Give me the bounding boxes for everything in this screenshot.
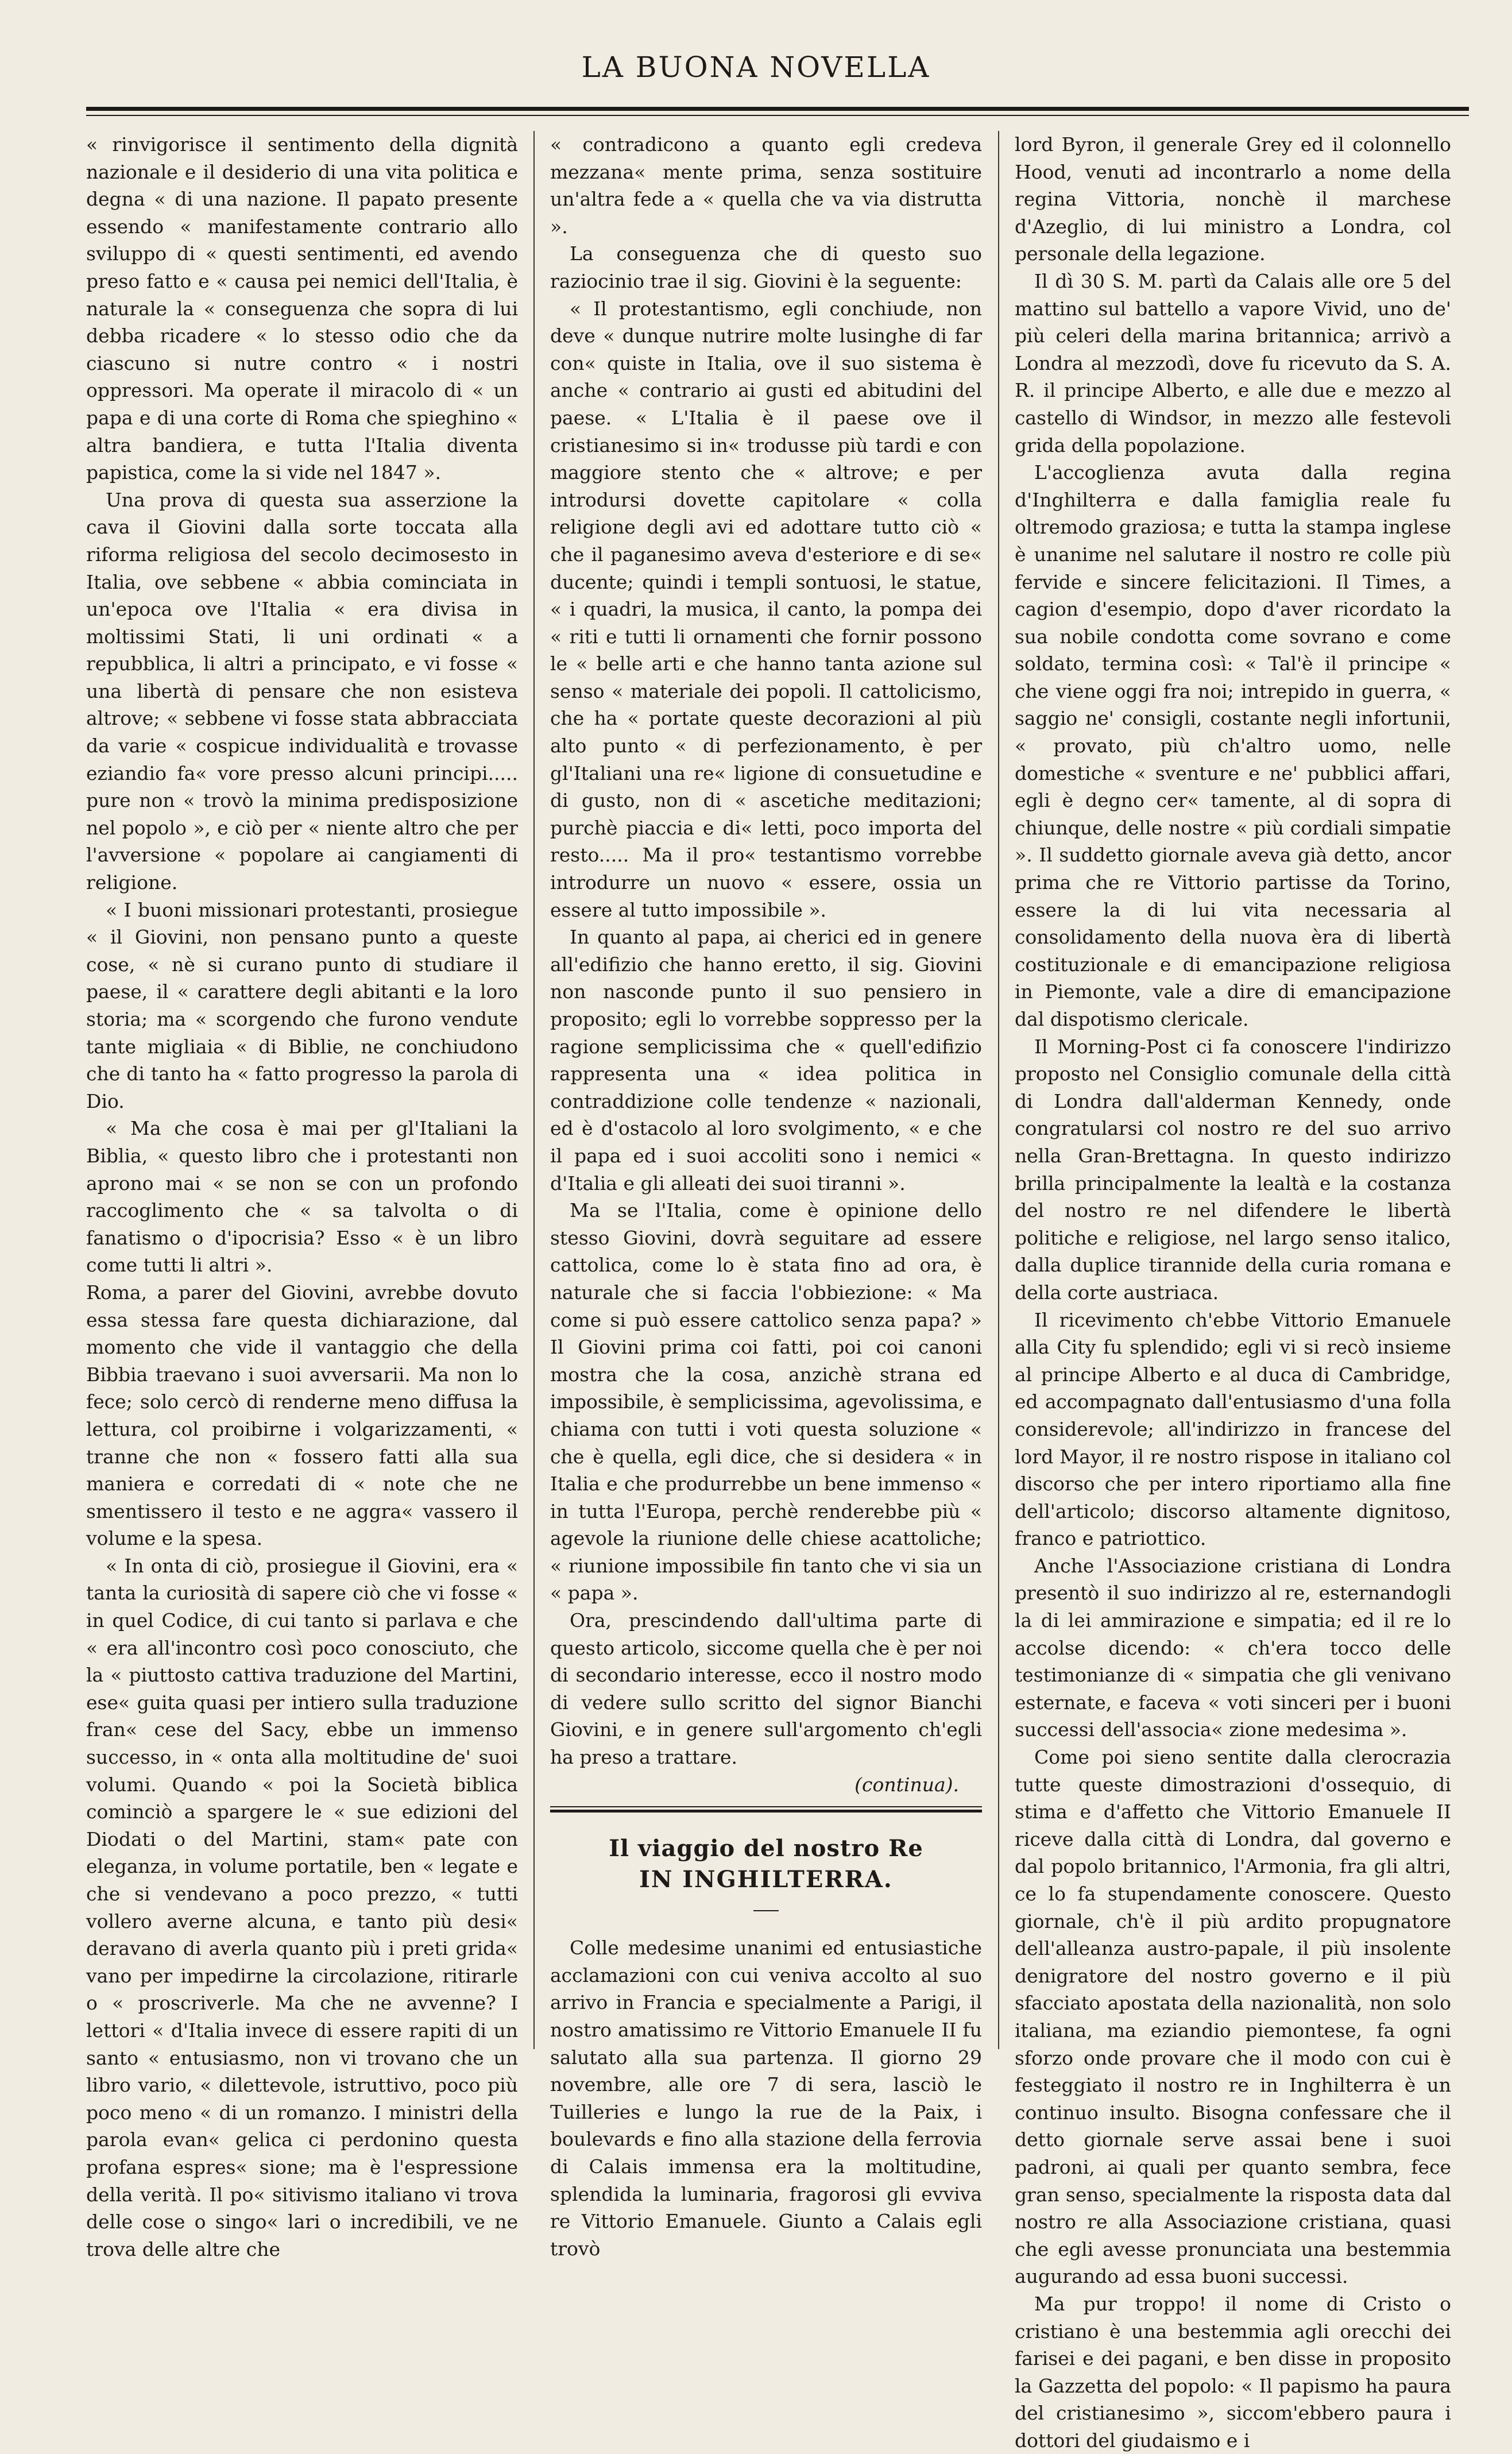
paragraph: Ma pur troppo! il nome di Cristo o cristiano è una bestemmia agli orecchi dei farisei e dei pagani, e ben disse in proposito la Gazzetta del popolo: « Il papismo ha paura del cristianesimo », siccom'ebbero paura i dottori del giudaismo e i bbox=[1015, 2292, 1451, 2452]
paragraph: Il dì 30 S. M. partì da Calais alle ore 5 del mattino sul battello a vapore Vivid, uno de' più celeri della marina britannica; arrivò a Londra al mezzodì, dove fu ricevuto da S. A. R. il principe Alberto, e alle due e mezzo al castello di Windsor, in mezzo alle festevoli grida della popolazione. bbox=[1015, 269, 1451, 457]
column-1 bbox=[86, 131, 518, 2260]
continua-mark: (continua). bbox=[854, 1773, 959, 1796]
paragraph: « In onta di ciò, prosiegue il Giovini, era « tanta la curiosità di sapere ciò che vi fosse « in quel Codice, di cui tanto si parlava e che « era all'incontro così poco conosciuto, che la « piuttosto cattiva traduzione del Martini, ese« guita quasi per intiero sulla traduzione fran« cese del Sacy, ebbe un immenso successo, in « onta alla moltitudine de' suoi volumi. Quando « poi la Società biblica cominciò a spargere le « sue edizioni del Diodati o del Martini, stam« pate con eleganza, in volume portatile, ben « legate e che si vendevano a poco prezzo, « tutti vollero averne alcuna, e tanto più desi« deravano di averla quanto più i preti grida« vano per impedirne la circolazione, ritirarle o « proscriverle. Ma che ne avvenne? I lettori « d'Italia invece di essere rapiti di un santo « entusiasmo, non vi trovano che un libro vario, « dilettevole, istruttivo, poco più poco meno « di un romanzo. I ministri della parola evan« gelica ci perdonino questa profana espres« sione; ma è l'espressione della verità. Il po« sitivismo italiano vi trova delle cose o singo« lari o incredibili, ve ne trova delle altre che bbox=[86, 1554, 518, 2260]
article-title: Il viaggio del nostro Re bbox=[609, 1835, 923, 1862]
masthead: LA BUONA NOVELLA bbox=[581, 51, 931, 84]
article-separator-thin bbox=[550, 1806, 982, 1807]
paragraph: « rinvigorisce il sentimento della dignità nazionale e il desiderio di una vita politica e degna « di una nazione. Il papato presente essendo « manifestamente contrario allo sviluppo di « questi sentimenti, ed avendo preso fatto e « causa pei nemici dell'Italia, è naturale la « conseguenza che sopra di lui debba ricadere « lo stesso odio che da ciascuno si nutre contro « i nostri oppressori. Ma operate il miracolo di « un papa e di una corte di Roma che spieghino « altra bandiera, e tutta l'Italia diventa papistica, come la si vide nel 1847 ». bbox=[86, 133, 518, 484]
paragraph: Una prova di questa sua asserzione la cava il Giovini dalla sorte toccata alla riforma religiosa del secolo decimosesto in Italia, ove sebbene « abbia cominciata in un'epoca ove l'Italia « era divisa in moltissimi Stati, li uni ordinati « a repubblica, li altri a principato, e vi fosse « una libertà di pensare che non esisteva altrove; « sebbene vi fosse stata abbracciata da varie « cospicue individualità e trovasse eziandio fa« vore presso alcuni principi..... pure non « trovò la minima predisposizione nel popolo », e ciò per « niente altro che per l'avversione « popolare ai cangiamenti di religione. bbox=[86, 488, 518, 894]
column-2 bbox=[550, 131, 982, 2260]
paragraph: lord Byron, il generale Grey ed il colonnello Hood, venuti ad incontrarlo a nome della regina Vittoria, nonchè il marchese d'Azeglio, di lui ministro a Londra, col personale della legazione. bbox=[1015, 133, 1451, 265]
paragraph: « Il protestantismo, egli conchiude, non deve « dunque nutrire molte lusinghe di far con« quiste in Italia, ove il suo sistema è anche « contrario ai gusti ed abitudini del paese. « L'Italia è il paese ove il cristianesimo si in« trodusse più tardi e con maggiore stento che « altrove; e per introdursi dovette capitolare « colla religione degli avi ed adottare tutto ciò « che il paganesimo aveva d'esteriore e di se« ducente; quindi i templi sontuosi, le statue, « i quadri, la musica, il canto, la pompa dei « riti e tutti li ornamenti che fornir possono le « belle arti e che hanno tanta azione sul senso « materiale dei popoli. Il cattolicismo, che ha « portate queste decorazioni al più alto punto « di perfezionamento, è per gl'Italiani una re« ligione di consuetudine e di gusto, non di « ascetiche meditazioni; purchè piaccia e di« letti, poco importa del resto..... Ma il pro« testantismo vorrebbe introdurre un nuovo « essere, ossia un essere al tutto impossibile ». bbox=[550, 297, 982, 921]
title-dash bbox=[753, 1910, 779, 1911]
paragraph: Roma, a parer del Giovini, avrebbe dovuto essa stessa fare questa dichiarazione, dal momento che vide il vantaggio che della Bibbia traevano i suoi avversarii. Ma non lo fece; solo cercò di renderne meno diffusa la lettura, col proibirne i volgarizzamenti, « tranne che non « fossero fatti alla sua maniera e corredati di « note che ne smentissero il testo e ne aggra« vassero il volume e la spesa. bbox=[86, 1281, 518, 1550]
paragraph: Come poi sieno sentite dalla clerocrazia tutte queste dimostrazioni d'ossequio, di stima e d'affetto che Vittorio Emanuele II riceve dalla città di Londra, dal governo e dal popolo britannico, l'Armonia, fra gli altri, ce lo fa stupendamente conoscere. Questo giornale, ch'è il più ardito propugnatore dell'alleanza austro-papale, il più insolente denigratore del nostro governo e il più sfacciato apostata della nazionalità, non solo italiana, ma eziandio piemontese, fa ogni sforzo onde provare che il modo con cui è festeggiato il nostro re in Inghilterra è un continuo insulto. Bisogna confessare che il detto giornale serve assai bene i suoi padroni, ai quali per quanto sembra, fece gran senso, specialmente la risposta data dal nostro re alla Associazione cristiana, quasi che egli avesse pronunciata una bestemmia augurando ad essa buoni successi. bbox=[1015, 1746, 1451, 2288]
paragraph: « contradicono a quanto egli credeva mezzana« mente prima, senza sostituire un'altra fede a « quella che va via distrutta ». bbox=[550, 133, 982, 238]
paragraph: « I buoni missionari protestanti, prosiegue « il Giovini, non pensano punto a queste cose, « nè si curano punto di studiare il paese, il « carattere degli abitanti e la loro storia; ma « scorgendo che furono vendute tante migliaia « di Biblie, ne conchiudono che di tanto ha « fatto progresso la parola di Dio. bbox=[86, 898, 518, 1112]
continua-line bbox=[550, 1771, 982, 1799]
paragraph: Ma se l'Italia, come è opinione dello stesso Giovini, dovrà seguitare ad essere cattolica, come lo è stata fino ad ora, è naturale che si faccia l'obbiezione: « Ma come si può essere cattolico senza papa? » Il Giovini prima coi fatti, poi coi canoni mostra che la cosa, anzichè strana ed impossibile, è semplicissima, agevolissima, e chiama con tutti i voti questa soluzione « che è quella, egli dice, che si desidera « in Italia e che produrrebbe un bene immenso « in tutta l'Europa, perchè renderebbe più « agevole la riunione delle chiese acattoliche; « riunione impossibile fin tanto che vi sia un « papa ». bbox=[550, 1199, 982, 1605]
article-subtitle: IN INGHILTERRA. bbox=[639, 1866, 893, 1893]
column-divider-2 bbox=[998, 131, 999, 2049]
article-body bbox=[550, 1934, 982, 2262]
paragraph: Il ricevimento ch'ebbe Vittorio Emanuele alla City fu splendido; egli vi si recò insieme al principe Alberto e al duca di Cambridge, ed accompagnato dall'entusiasmo d'una folla considerevole; all'indirizzo in francese del lord Mayor, il re nostro rispose in italiano col discorso che per intero riportiamo alla fine dell'articolo; discorso altamente dignitoso, franco e patriottico. bbox=[1015, 1308, 1451, 1550]
column-divider-1 bbox=[533, 131, 535, 2049]
paragraph: In quanto al papa, ai cherici ed in genere all'edifizio che hanno eretto, il sig. Giovini non nasconde punto il suo pensiero in proposito; egli lo vorrebbe soppresso per la ragione semplicissima che « quell'edifizio rappresenta una « idea politica in contraddizione colle tendenze « nazionali, ed è d'ostacolo al loro svolgimento, « e che il papa ed i suoi accoliti sono i nemici « d'Italia e gli alleati dei suoi tiranni ». bbox=[550, 926, 982, 1195]
column-3 bbox=[1015, 131, 1451, 2452]
paragraph: Anche l'Associazione cristiana di Londra presentò il suo indirizzo al re, esternandogli la di lei ammirazione e simpatia; ed il re lo accolse dicendo: « ch'era tocco delle testimonianze di « simpatia che gli venivano esternate, e faceva « voti sinceri per i buoni successi dell'associa« zione medesima ». bbox=[1015, 1554, 1451, 1741]
header-rule-thin bbox=[86, 115, 1469, 116]
article-separator-thick bbox=[550, 1810, 982, 1813]
paragraph: La conseguenza che di questo suo raziocinio trae il sig. Giovini è la seguente: bbox=[550, 242, 982, 292]
paragraph: Il Morning-Post ci fa conoscere l'indirizzo proposto nel Consiglio comunale della città di Londra dall'alderman Kennedy, onde congratularsi col nostro re del suo arrivo nella Gran-Brettagna. In questo indirizzo brilla principalmente la lealtà e la costanza del nostro re nel difendere le libertà politiche e religiose, nel largo senso italico, dalla duplice tirannide della curia romana e della corte austriaca. bbox=[1015, 1035, 1451, 1304]
header-rule-thick bbox=[86, 107, 1469, 111]
article-continuation bbox=[550, 131, 982, 1771]
paragraph: L'accoglienza avuta dalla regina d'Inghilterra e dalla famiglia reale fu oltremodo graziosa; e tutta la stampa inglese è unanime nel salutare il nostro re colle più fervide e sincere felicitazioni. Il Times, a cagion d'esempio, dopo d'aver ricordato la sua nobile condotta come sovrano e come soldato, termina così: « Tal'è il principe « che viene oggi fra noi; intrepido in guerra, « saggio ne' consigli, costante negli infortunii, « provato, più ch'altro uomo, nelle domestiche « sventure e ne' pubblici affari, egli è degno cer« tamente, al di sopra di chiunque, delle nostre « più cordiali simpatie ». Il suddetto giornale aveva già detto, ancor prima che re Vittorio partisse da Torino, essere la di lui vita necessaria al consolidamento della nuova èra di libertà costituzionale e di emancipazione religiosa in Piemonte, vale a dire di emancipazione dal dispotismo clericale. bbox=[1015, 461, 1451, 1030]
paragraph: Ora, prescindendo dall'ultima parte di questo articolo, siccome quella che è per noi di secondario interesse, ecco il nostro modo di vedere sullo scritto del signor Bianchi Giovini, e in genere sull'argomento ch'egli ha preso a trattare. bbox=[550, 1609, 982, 1769]
paragraph: « Ma che cosa è mai per gl'Italiani la Biblia, « questo libro che i protestanti non aprono mai « se non se con un profondo raccoglimento che « sa talvolta o di fanatismo o d'ipocrisia? Esso « è un libro come tutti li altri ». bbox=[86, 1117, 518, 1277]
paragraph: Colle medesime unanimi ed entusiastiche acclamazioni con cui veniva accolto al suo arrivo in Francia e specialmente a Parigi, il nostro amatissimo re Vittorio Emanuele II fu salutato alla sua partenza. Il giorno 29 novembre, alle ore 7 di sera, lasciò le Tuilleries e lungo la rue de la Paix, i boulevards e fino alla stazione della ferrovia di Calais immensa era la moltitudine, splendida la luminaria, fragorosi gli evviva re Vittorio Emanuele. Giunto a Calais egli trovò bbox=[550, 1937, 982, 2260]
